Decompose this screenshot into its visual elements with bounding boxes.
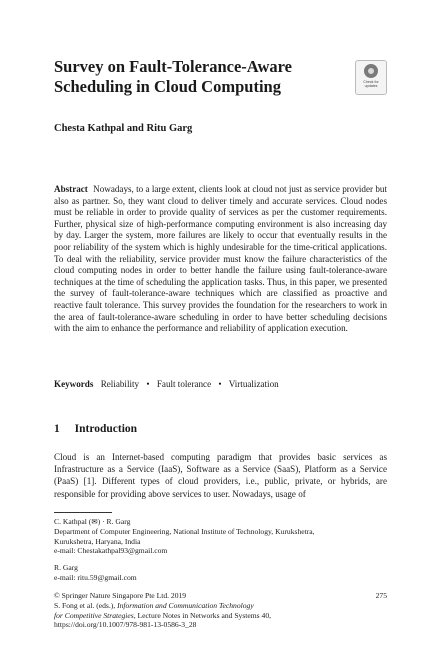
keyword-item: Virtualization xyxy=(228,379,279,389)
doi-link[interactable]: https://doi.org/10.1007/978-981-13-0586-3_28 xyxy=(54,620,197,630)
keywords-line xyxy=(54,379,387,389)
section-title: Introduction xyxy=(74,423,138,435)
keyword-item: Reliability xyxy=(100,379,140,389)
footnote-author: R. Garg xyxy=(54,563,78,572)
citation-line: S. Fong et al. (eds.), Information and Communication Technology xyxy=(54,600,254,610)
section-heading xyxy=(54,423,137,435)
publication-info xyxy=(54,591,387,630)
copyright-line: © Springer Nature Singapore Pte Ltd. 2019 xyxy=(54,591,187,600)
page-number: 275 xyxy=(375,591,387,600)
check-for-updates-badge[interactable] xyxy=(355,60,387,95)
author-names: Chesta Kathpal and Ritu Garg xyxy=(54,123,193,134)
book-title: for Competitive Strategies xyxy=(54,610,134,620)
footnote-affiliation: Department of Computer Engineering, National Institute of Technology, Kurukshetra, xyxy=(54,526,315,536)
keywords-label: Keywords xyxy=(54,379,94,389)
keyword-separator: • xyxy=(146,379,150,389)
footnote-email[interactable]: e-mail: Chestakathpal93@gmail.com xyxy=(54,546,168,556)
footnote-email[interactable]: e-mail: ritu.59@gmail.com xyxy=(54,572,137,582)
footnote-affiliation: Kurukshetra, Haryana, India xyxy=(54,536,141,546)
footnote-authors: C. Kathpal (✉) · R. Garg xyxy=(54,517,131,526)
keyword-item: Fault tolerance xyxy=(156,379,212,389)
second-author-footnote xyxy=(54,563,394,583)
book-title: Information and Communication Technology xyxy=(117,600,254,610)
abstract-text: Nowadays, to a large extent, clients look at cloud not just as service provider but also as partner. So, they want cloud to deliver timely and accurate services. Cloud nodes must be reliable in order to provide quality of services as per the customer requirements. Further, physical size of high-performance computing environment is also increasing day by day. Larger the system, more failures are likely to occur that eventually results in the poor reliability of the system which is highly undesirable for the time-critical applications. To deal with the reliability, service provider must know the failure characteristics of the cloud computing nodes in order to better handle the failure using fault-tolerance-aware techniques at the time of scheduling the application tasks. Thus, in this paper, we presented the survey of fault-tolerance-aware techniques which are classified as proactive and reactive fault tolerance. This survey provides the foundation for the researchers to work in the area of fault-tolerance-aware scheduling in order to have better scheduling decisions with the aim to enhance the performance and reliability of application execution. xyxy=(54,184,387,334)
author-affiliation-footnote xyxy=(54,517,394,556)
crossmark-icon xyxy=(364,64,378,78)
abstract-paragraph xyxy=(54,184,387,335)
section-number: 1 xyxy=(54,423,60,435)
abstract-label: Abstract xyxy=(54,184,88,194)
paper-title: Survey on Fault-Tolerance-Aware Scheduling in Cloud Computing xyxy=(54,57,293,96)
keyword-separator: • xyxy=(218,379,222,389)
citation-line: for Competitive Strategies, Lecture Notes in Networks and Systems 40, xyxy=(54,610,272,620)
footnote-divider xyxy=(54,512,112,513)
introduction-paragraph: Cloud is an Internet-based computing paradigm that provides basic services as Infrastructure as a Service (IaaS), Software as a Service (SaaS), Platform as a Service (PaaS) [1]. Different types of cloud providers, i.e., public, private, or hybrids, are responsible for providing above services to user. Nowadays, usage of xyxy=(54,452,387,499)
crossmark-label: Check for updates xyxy=(363,80,379,89)
